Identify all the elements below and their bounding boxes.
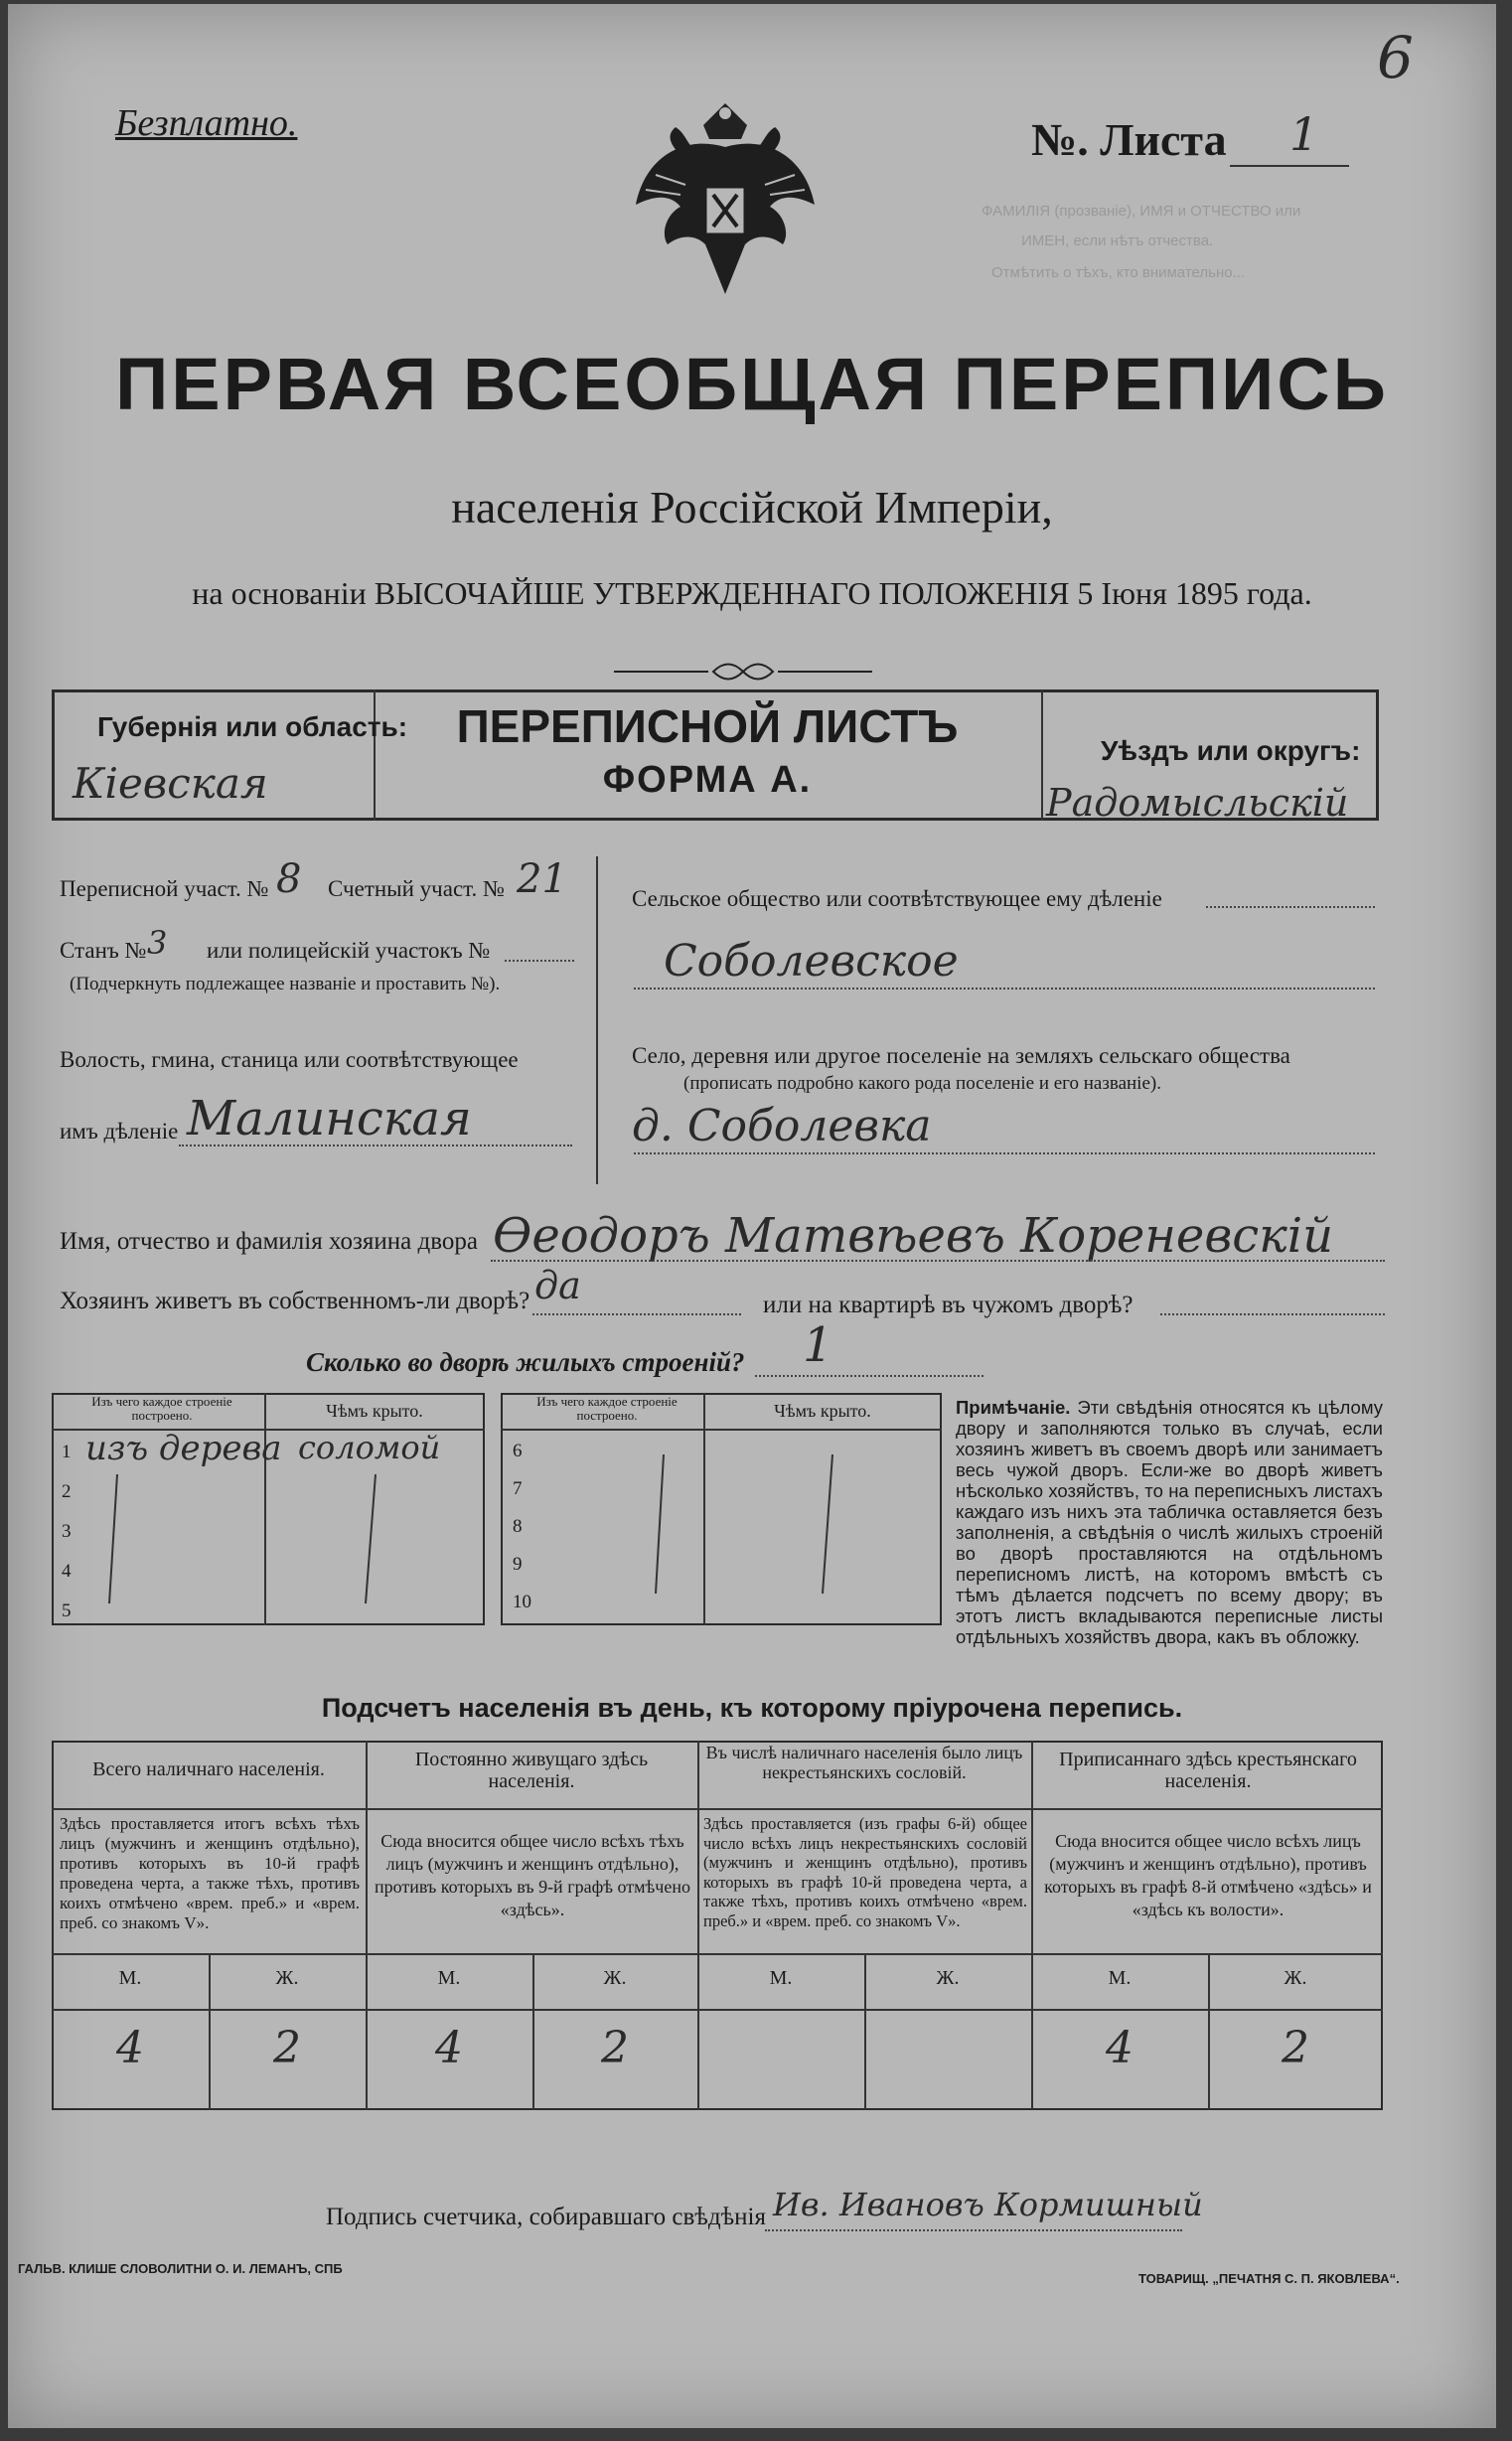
- blank-line: [755, 1375, 983, 1377]
- bleed-through-text: Отмѣтить о тѣхъ, кто внимательно...: [991, 264, 1246, 281]
- sheet-number-value: 1: [1289, 107, 1319, 161]
- buildings-value: 1: [803, 1317, 833, 1373]
- buildings-label: Сколько во дворѣ жилыхъ строеній?: [306, 1347, 745, 1377]
- bleed-through-text: ИМЕН, если нѣтъ отчества.: [1021, 232, 1214, 249]
- stan-label: Станъ №: [60, 938, 147, 963]
- rented-label: или на квартирѣ въ чужомъ дворѣ?: [763, 1292, 1134, 1318]
- permanent-male-value: 4: [435, 2023, 463, 2073]
- blank-line: [179, 1144, 572, 1146]
- count-col2-head: Постоянно живущаго здѣсь населенія.: [414, 1749, 649, 1792]
- village-note: (прописать подробно какого рода поселеніе и его названіе).: [683, 1073, 1161, 1094]
- counting-district-value: 21: [517, 856, 567, 902]
- count-col4-desc: Сюда вносится общее число всѣхъ лицъ (мужчинъ и женщинъ отдѣльно), противъ которыхъ въ графѣ 8-й отмѣчено «здѣсь» и «здѣсь къ волости».: [1044, 1831, 1372, 1919]
- blank-line: [505, 960, 574, 962]
- handwritten-dash-marks: [87, 1464, 385, 1613]
- double-headed-eagle-emblem: [626, 95, 825, 299]
- sheet-title: ПЕРЕПИСНОЙ ЛИСТЪ: [456, 700, 959, 752]
- note-title: Примѣчаніе.: [956, 1397, 1071, 1418]
- imprint-right: ТОВАРИЩ. „ПЕЧАТНЯ С. П. ЯКОВЛЕВА“.: [1138, 2271, 1400, 2286]
- roof-header-left: Чѣмъ крыто.: [326, 1401, 423, 1421]
- count-col1-desc: Здѣсь проставляется итогъ всѣхъ тѣхъ лицъ (мужчинъ и женщинъ отдѣльно), противъ которыхъ въ 10-й графѣ проведена черта, а также тѣхъ, противъ коихъ отмѣчено «врем. преб.» и «врем. преб. со знакомъ V».: [60, 1814, 360, 1932]
- blank-line: [634, 1152, 1375, 1154]
- divider: [501, 1429, 942, 1431]
- blank-line: [1206, 906, 1375, 908]
- row-number: 3: [62, 1521, 72, 1542]
- count-col2-desc: Сюда вносится общее число всѣхъ тѣхъ лицъ (мужчинъ и женщинъ отдѣльно), противъ которыхъ въ 9-й графѣ отмѣчено «здѣсь».: [375, 1831, 690, 1919]
- district-value: Радомысльскій: [1046, 781, 1349, 825]
- material-header-right: Изъ чего каждое строеніе построено.: [536, 1394, 678, 1423]
- male-header: М.: [769, 1967, 793, 1989]
- signature-value: Ив. Ивановъ Кормишный: [773, 2186, 1203, 2223]
- male-header: М.: [1108, 1967, 1132, 1989]
- note-block: [956, 1397, 1383, 1647]
- page-title: ПЕРВАЯ ВСЕОБЩАЯ ПЕРЕПИСЬ: [115, 343, 1389, 425]
- blank-line: [491, 1260, 1385, 1262]
- female-header: Ж.: [1284, 1967, 1307, 1989]
- district-label: Уѣздъ или округъ:: [1101, 735, 1361, 766]
- divider: [52, 1953, 1383, 1955]
- column-divider: [596, 856, 598, 1184]
- ornament-divider: [614, 660, 872, 684]
- count-col3-desc: Здѣсь проставляется (изъ графы 6-й) общее число всѣхъ лицъ некрестьянскихъ сословій (мужчинъ и женщинъ отдѣльно), противъ которыхъ въ графѣ 10-й проведена черта, а также тѣхъ, противъ коихъ отмѣчено «врем. преб.» и «врем. преб. со знакомъ V».: [703, 1814, 1027, 1930]
- blank-line: [532, 1313, 741, 1315]
- page-subtitle: населенія Россійской Имперіи,: [451, 482, 1053, 533]
- own-yard-label: Хозяинъ живетъ въ собственномъ-ли дворѣ?: [60, 1288, 530, 1314]
- roof-header-right: Чѣмъ крыто.: [774, 1401, 871, 1421]
- counting-district-label: Счетный участ. №: [328, 876, 505, 901]
- row-number: 10: [513, 1592, 531, 1612]
- material-value-row1: изъ дерева: [85, 1429, 282, 1468]
- total-male-value: 4: [116, 2023, 144, 2073]
- signature-label: Подпись счетчика, собиравшаго свѣдѣнія: [326, 2204, 766, 2230]
- female-header: Ж.: [936, 1967, 960, 1989]
- peasant-female-value: 2: [1282, 2023, 1309, 2073]
- row-numbers-right: [513, 1433, 542, 1621]
- row-numbers-left: [62, 1433, 81, 1631]
- peasant-male-value: 4: [1106, 2023, 1134, 2073]
- archive-page-number: 6: [1377, 24, 1414, 91]
- province-value: Кіевская: [73, 759, 268, 808]
- row-number: 1: [62, 1442, 72, 1462]
- volost-value: Малинская: [187, 1091, 472, 1146]
- total-female-value: 2: [273, 2023, 301, 2073]
- count-col1-head: Всего наличнаго населенія.: [92, 1758, 325, 1780]
- permanent-female-value: 2: [601, 2023, 629, 2073]
- divider: [52, 2009, 1383, 2011]
- handwritten-dash-marks: [604, 1445, 862, 1603]
- bleed-through-text: ФАМИЛІЯ (прозваніе), ИМЯ и ОТЧЕСТВО или: [982, 203, 1301, 220]
- sheet-number-underline: [1230, 165, 1349, 167]
- roof-value-row1: соломой: [298, 1429, 441, 1466]
- divider: [52, 1808, 1383, 1810]
- form-name: ФОРМА А.: [602, 759, 813, 801]
- divider: [1041, 689, 1043, 821]
- female-header: Ж.: [603, 1967, 627, 1989]
- divider: [697, 1741, 699, 2110]
- owner-value: Ѳеодоръ Матвѣевъ Кореневскій: [493, 1208, 1334, 1264]
- census-district-label: Переписной участ. №: [60, 876, 269, 901]
- society-label: Сельское общество или соотвѣтствующее ему дѣленіе: [632, 886, 1162, 911]
- male-header: М.: [118, 1967, 142, 1989]
- volost-label-line2: имъ дѣленіе: [60, 1119, 179, 1144]
- row-number: 6: [513, 1441, 523, 1461]
- owner-label: Имя, отчество и фамилія хозяина двора: [60, 1228, 478, 1255]
- society-value: Соболевское: [664, 936, 959, 987]
- province-label: Губернія или область:: [97, 711, 408, 742]
- row-number: 4: [62, 1561, 72, 1582]
- stan-value: 3: [147, 924, 168, 962]
- own-yard-value: да: [534, 1264, 581, 1307]
- row-number: 7: [513, 1478, 523, 1499]
- count-col3-head: Въ числѣ наличнаго населенія было лицъ некрестьянскихъ сословій.: [705, 1743, 1023, 1782]
- village-label: Село, деревня или другое поселеніе на земляхъ сельскаго общества: [632, 1043, 1290, 1068]
- free-label: Безплатно.: [115, 102, 298, 144]
- female-header: Ж.: [275, 1967, 299, 1989]
- legal-basis: на основаніи ВЫСОЧАЙШЕ УТВЕРЖДЕННАГО ПОЛОЖЕНІЯ 5 Іюня 1895 года.: [192, 575, 1312, 611]
- village-value: д. Соболевка: [632, 1101, 932, 1151]
- count-title: Подсчетъ населенія въ день, къ которому пріурочена перепись.: [321, 1693, 1183, 1723]
- sheet-number-label: №. Листа: [1031, 114, 1227, 165]
- male-header: М.: [437, 1967, 461, 1989]
- census-sheet: [8, 4, 1496, 2428]
- police-label: или полицейскій участокъ №: [207, 938, 491, 963]
- material-header-left: Изъ чего каждое строеніе построено.: [91, 1394, 232, 1423]
- note-text: Эти свѣдѣнія относятся къ цѣлому двору и заполняются только въ случаѣ, если хозяинъ живетъ въ своемъ дворѣ или занимаетъ весь чужой дворъ. Если-же во дворѣ живетъ нѣсколько хозяйствъ, то на переписныхъ листахъ каждаго изъ нихъ эта табличка оставляется безъ заполненія, а свѣдѣнія о числѣ жилыхъ строеній во дворѣ проставляются на отдѣльномъ переписномъ листѣ, на которомъ вмѣстѣ съ тѣмъ дѣлается подсчетъ по всему двору; въ этотъ листъ вкладываются переписные листы отдѣльныхъ хозяйствъ двора, какъ въ обложку.: [956, 1397, 1383, 1647]
- count-col4-head: Приписаннаго здѣсь крестьянскаго населенія.: [1059, 1749, 1357, 1792]
- blank-line: [1160, 1313, 1385, 1315]
- volost-label: Волость, гмина, станица или соотвѣтствующее: [60, 1047, 519, 1072]
- blank-line: [634, 988, 1375, 990]
- row-number: 5: [62, 1601, 72, 1621]
- underline-note: (Подчеркнуть подлежащее названіе и проставить №).: [70, 974, 501, 994]
- imprint-left: ГАЛЬВ. КЛИШЕ СЛОВОЛИТНИ О. И. ЛЕМАНЪ, СПБ: [18, 2261, 343, 2276]
- blank-line: [765, 2229, 1182, 2231]
- row-number: 8: [513, 1516, 523, 1537]
- census-district-value: 8: [276, 856, 302, 902]
- row-number: 9: [513, 1554, 523, 1575]
- row-number: 2: [62, 1481, 72, 1502]
